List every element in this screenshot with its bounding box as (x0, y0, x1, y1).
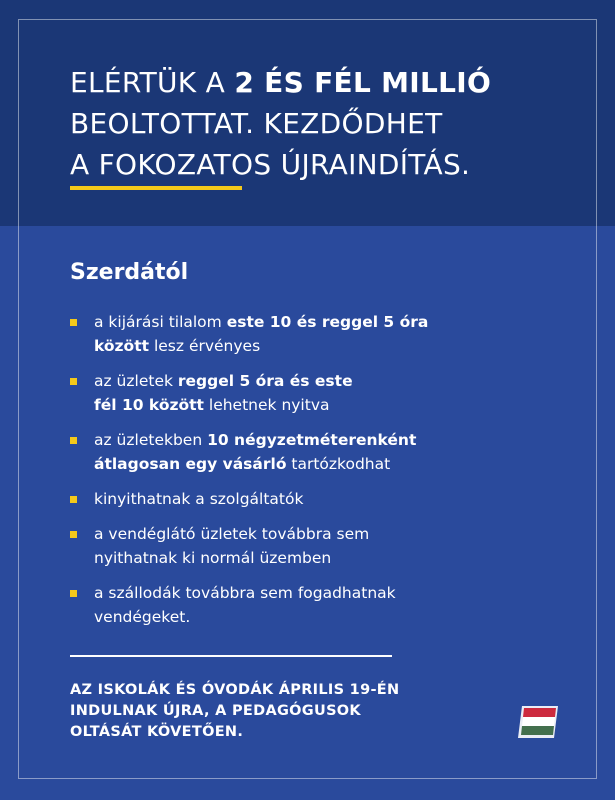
yellow-square-bullet-icon (70, 437, 77, 444)
hungarian-flag-icon (516, 704, 560, 740)
list-item: a kijárási tilalom este 10 és reggel 5 óra között lesz érvényes (70, 310, 550, 358)
headline-line-1: ELÉRTÜK A 2 ÉS FÉL MILLIÓ (70, 66, 492, 99)
white-divider (70, 655, 392, 657)
footer-note: AZ ISKOLÁK ÉS ÓVODÁK ÁPRILIS 19-ÉN INDULNAK ÚJRA, A PEDAGÓGUSOK OLTÁSÁT KÖVETŐEN. (70, 682, 400, 740)
list-item: kinyithatnak a szolgáltatók (70, 487, 550, 511)
list-item: a szállodák továbbra sem fogadhatnak vendégeket. (70, 581, 550, 629)
rules-list (70, 310, 550, 640)
headline (70, 62, 570, 185)
section-title: Szerdától (70, 260, 189, 285)
yellow-square-bullet-icon (70, 531, 77, 538)
yellow-square-bullet-icon (70, 496, 77, 503)
yellow-accent-rule (70, 186, 242, 190)
yellow-square-bullet-icon (70, 319, 77, 326)
list-item: az üzletekben 10 négyzetméterenként átlagosan egy vásárló tartózkodhat (70, 428, 550, 476)
list-item: az üzletek reggel 5 óra és este fél 10 között lehetnek nyitva (70, 369, 550, 417)
yellow-square-bullet-icon (70, 590, 77, 597)
yellow-square-bullet-icon (70, 378, 77, 385)
list-item: a vendéglátó üzletek továbbra sem nyithatnak ki normál üzemben (70, 522, 550, 570)
headline-line-3: A FOKOZATOS ÚJRAINDÍTÁS. (70, 148, 471, 181)
headline-line-2: BEOLTOTTAT. KEZDŐDHET (70, 107, 443, 140)
